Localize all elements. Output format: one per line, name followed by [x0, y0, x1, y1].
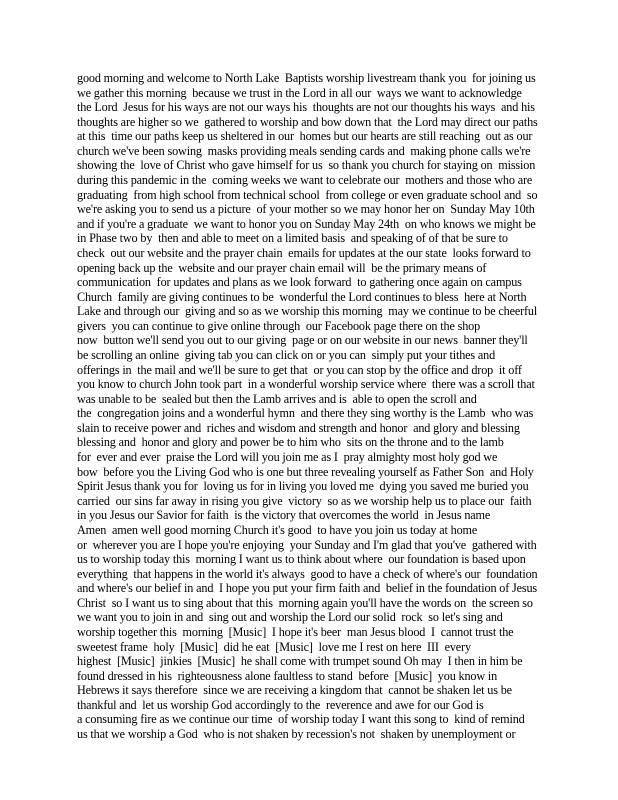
transcript-line: during this pandemic in the coming weeks we want to celebrate our mothers and those who are	[77, 173, 533, 188]
transcript-line: in Phase two by then and able to meet on a limited basis and speaking of of that be sure to	[77, 231, 508, 246]
transcript-line: thoughts are higher so we gathered to worship and bow down that the Lord may direct our paths	[77, 114, 538, 129]
transcript-line: slain to receive power and riches and wisdom and strength and honor and glory and blessing	[77, 420, 520, 435]
transcript-line: opening back up the website and our prayer chain email will be the primary means of	[77, 260, 487, 275]
transcript-line: us that we worship a God who is not shaken by recession's not shaken by unemployment or	[77, 727, 516, 742]
transcript-line: givers you can continue to give online through our Facebook page there on the shop	[77, 318, 481, 333]
transcript-line: blessing and honor and glory and power be to him who sits on the throne and to the lamb	[77, 435, 504, 450]
transcript-line: Lake and through our giving and so as we worship this morning may we continue to be cheerful	[77, 304, 538, 319]
transcript-line: showing the love of Christ who gave himself for us so thank you church for staying on mission	[77, 158, 536, 173]
transcript-line: you know to church John took part in a wonderful worship service where there was a scroll that	[77, 377, 535, 392]
transcript-line: was unable to be sealed but then the Lamb arrives and is able to open the scroll and	[77, 391, 477, 406]
transcript-line: communication for updates and plans as we look forward to gathering once again on campus	[77, 275, 522, 290]
transcript-line: we're asking you to send us a picture of your mother so we may honor her on Sunday May 10th	[77, 202, 535, 217]
transcript-line: Church family are giving continues to be wonderful the Lord continues to bless here at North	[77, 289, 527, 304]
transcript-line: bow before you the Living God who is one but three revealing yourself as Father Son and Holy	[77, 464, 534, 479]
transcript-line: everything that happens in the world it's always good to have a check of where's our foundation	[77, 566, 538, 581]
transcript-line: us to worship today this morning I want us to think about where our foundation is based upon	[77, 552, 526, 567]
transcript-line: church we've been sowing masks providing meals sending cards and making phone calls we're	[77, 143, 531, 158]
transcript-line: and if you're a graduate we want to honor you on Sunday May 24th on who knows we might be	[77, 216, 536, 231]
transcript-line: the Lord Jesus for his ways are not our ways his thoughts are not our thoughts his ways and his	[77, 100, 535, 115]
transcript-line: thankful and let us worship God accordingly to the reverence and awe for our God is	[77, 697, 484, 712]
transcript-line: and where's our belief in and I hope you put your firm faith and belief in the foundation of Jesus	[77, 581, 538, 596]
transcript-line: for ever and ever praise the Lord will you join me as I pray almighty most holy god we	[77, 450, 498, 465]
transcript-line: Amen amen well good morning Church it's good to have you join us today at home	[77, 522, 478, 537]
transcript-line: sweetest frame holy [Music] did he eat [Music] love me I rest on here III every	[77, 639, 471, 654]
transcript-line: offerings in the mail and we'll be sure to get that or you can stop by the office and drop it off	[77, 362, 522, 377]
transcript-line: Hebrews it says therefore since we are receiving a kingdom that cannot be shaken let us be	[77, 683, 512, 698]
transcript-line: or wherever you are I hope you're enjoying your Sunday and I'm glad that you've gathered with	[77, 537, 537, 552]
transcript-line: a consuming fire as we continue our time of worship today I want this song to kind of remind	[77, 712, 525, 727]
transcript-line: highest [Music] jinkies [Music] he shall come with trumpet sound Oh may I then in him be	[77, 654, 523, 669]
transcript-body	[77, 71, 547, 742]
transcript-line: Spirit Jesus thank you for loving us for in living you loved me dying you saved me buried you	[77, 479, 529, 494]
transcript-line: we gather this morning because we trust in the Lord in all our ways we want to acknowledge	[77, 85, 522, 100]
transcript-line: the congregation joins and a wonderful hymn and there they sing worthy is the Lamb who was	[77, 406, 534, 421]
transcript-line: be scrolling an online giving tab you can click on or you can simply put your tithes and	[77, 347, 496, 362]
transcript-line: we want you to join in and sing out and worship the Lord our solid rock so let's sing and	[77, 610, 503, 625]
transcript-line: Christ so I want us to sing about that this morning again you'll have the words on the screen so	[77, 595, 533, 610]
transcript-line: good morning and welcome to North Lake Baptists worship livestream thank you for joining us	[77, 71, 536, 85]
transcript-line: check out our website and the prayer chain emails for updates at the our state looks forward to	[77, 245, 531, 260]
transcript-line: at this time our paths keep us sheltered in our homes but our hearts are still reaching out as our	[77, 129, 533, 144]
transcript-line: carried our sins far away in rising you give victory so as we worship help us to place our faith	[77, 493, 532, 508]
transcript-line: graduating from high school from technical school from college or even graduate school and so	[77, 187, 538, 202]
transcript-line: now button we'll send you out to our giving page or on our website in our news banner they'll	[77, 333, 528, 348]
transcript-line: in you Jesus our Savior for faith is the victory that overcomes the world in Jesus name	[77, 508, 491, 523]
transcript-line: found dressed in his righteousness alone faultless to stand before [Music] you know in	[77, 668, 498, 683]
transcript-line: worship together this morning [Music] I hope it's beer man Jesus blood I cannot trust the	[77, 624, 514, 639]
